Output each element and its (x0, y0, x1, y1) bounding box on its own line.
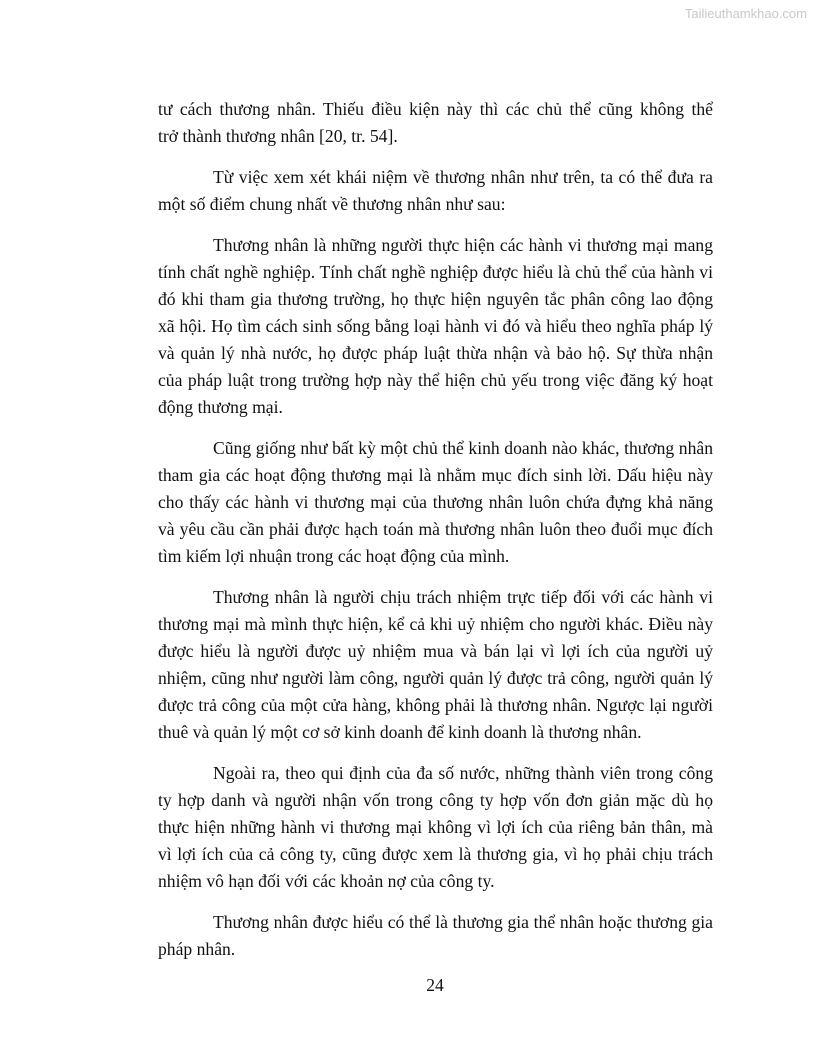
text-line: của pháp luật trong trường hợp này thể hiện chủ yếu trong việc đăng ký hoạt (158, 370, 713, 390)
text-line: Từ việc xem xét khái niệm về thương nhân như trên, ta có thể đưa ra (213, 167, 713, 187)
text-line: xã hội. Họ tìm cách sinh sống bằng loại hành vi đó và hiểu theo nghĩa pháp lý (158, 316, 713, 336)
paragraph (158, 909, 713, 963)
page-number: 24 (426, 975, 444, 995)
text-line: Thương nhân là người chịu trách nhiệm trực tiếp đối với các hành vi (213, 587, 713, 607)
paragraph (158, 232, 713, 421)
text-line: trở thành thương nhân [20, tr. 54]. (158, 126, 398, 146)
watermark: Tailieuthamkhao.com (684, 6, 807, 21)
paragraph (158, 435, 713, 570)
text-line: tham gia các hoạt động thương mại là nhằm mục đích sinh lời. Dấu hiệu này (158, 465, 713, 485)
text-line: Thương nhân là những người thực hiện các hành vi thương mại mang (213, 235, 713, 255)
paragraph (158, 164, 713, 218)
text-line: Ngoài ra, theo qui định của đa số nước, những thành viên trong công (213, 763, 713, 783)
text-line: được hiểu là người được uỷ nhiệm mua và bán lại vì lợi ích của người uỷ (158, 641, 713, 661)
text-line: nhiệm, cũng như người làm công, người quản lý được trả công, người quản lý (158, 668, 713, 688)
paragraph (158, 760, 713, 895)
text-line: được trả công của một cửa hàng, không phải là thương nhân. Ngược lại người (158, 695, 713, 715)
text-line: vì lợi ích của cả công ty, cũng được xem là thương gia, vì họ phải chịu trách (158, 844, 713, 864)
text-line: tư cách thương nhân. Thiếu điều kiện này thì các chủ thể cũng không thể (158, 99, 713, 119)
paragraph (158, 584, 713, 746)
text-line: pháp nhân. (158, 939, 236, 959)
text-line: thuê và quản lý một cơ sở kinh doanh để kinh doanh là thương nhân. (158, 722, 642, 742)
text-line: và quản lý nhà nước, họ được pháp luật thừa nhận và bảo hộ. Sự thừa nhận (158, 343, 713, 363)
document-body (158, 96, 713, 977)
text-line: động thương mại. (158, 397, 283, 417)
text-line: Thương nhân được hiểu có thể là thương gia thể nhân hoặc thương gia (213, 912, 713, 932)
text-line: cho thấy các hành vi thương mại của thương nhân luôn chứa đựng khả năng (158, 492, 713, 512)
text-line: tính chất nghề nghiệp. Tính chất nghề nghiệp được hiểu là chủ thể của hành vi (158, 262, 713, 282)
text-line: một số điểm chung nhất về thương nhân như sau: (158, 194, 506, 214)
text-line: thương mại mà mình thực hiện, kể cả khi uỷ nhiệm cho người khác. Điều này (158, 614, 713, 634)
paragraph (158, 96, 713, 150)
text-line: và yêu cầu cần phải được hạch toán mà thương nhân luôn theo đuổi mục đích (158, 519, 713, 539)
text-line: nhiệm vô hạn đối với các khoản nợ của công ty. (158, 871, 495, 891)
text-line: đó khi tham gia thương trường, họ thực hiện nguyên tắc phân công lao động (158, 289, 713, 309)
text-line: Cũng giống như bất kỳ một chủ thể kinh doanh nào khác, thương nhân (213, 438, 713, 458)
text-line: thực hiện những hành vi thương mại không vì lợi ích của riêng bản thân, mà (158, 817, 713, 837)
text-line: ty hợp danh và người nhận vốn trong công ty hợp vốn đơn giản mặc dù họ (158, 790, 713, 810)
text-line: tìm kiếm lợi nhuận trong các hoạt động của mình. (158, 546, 510, 566)
